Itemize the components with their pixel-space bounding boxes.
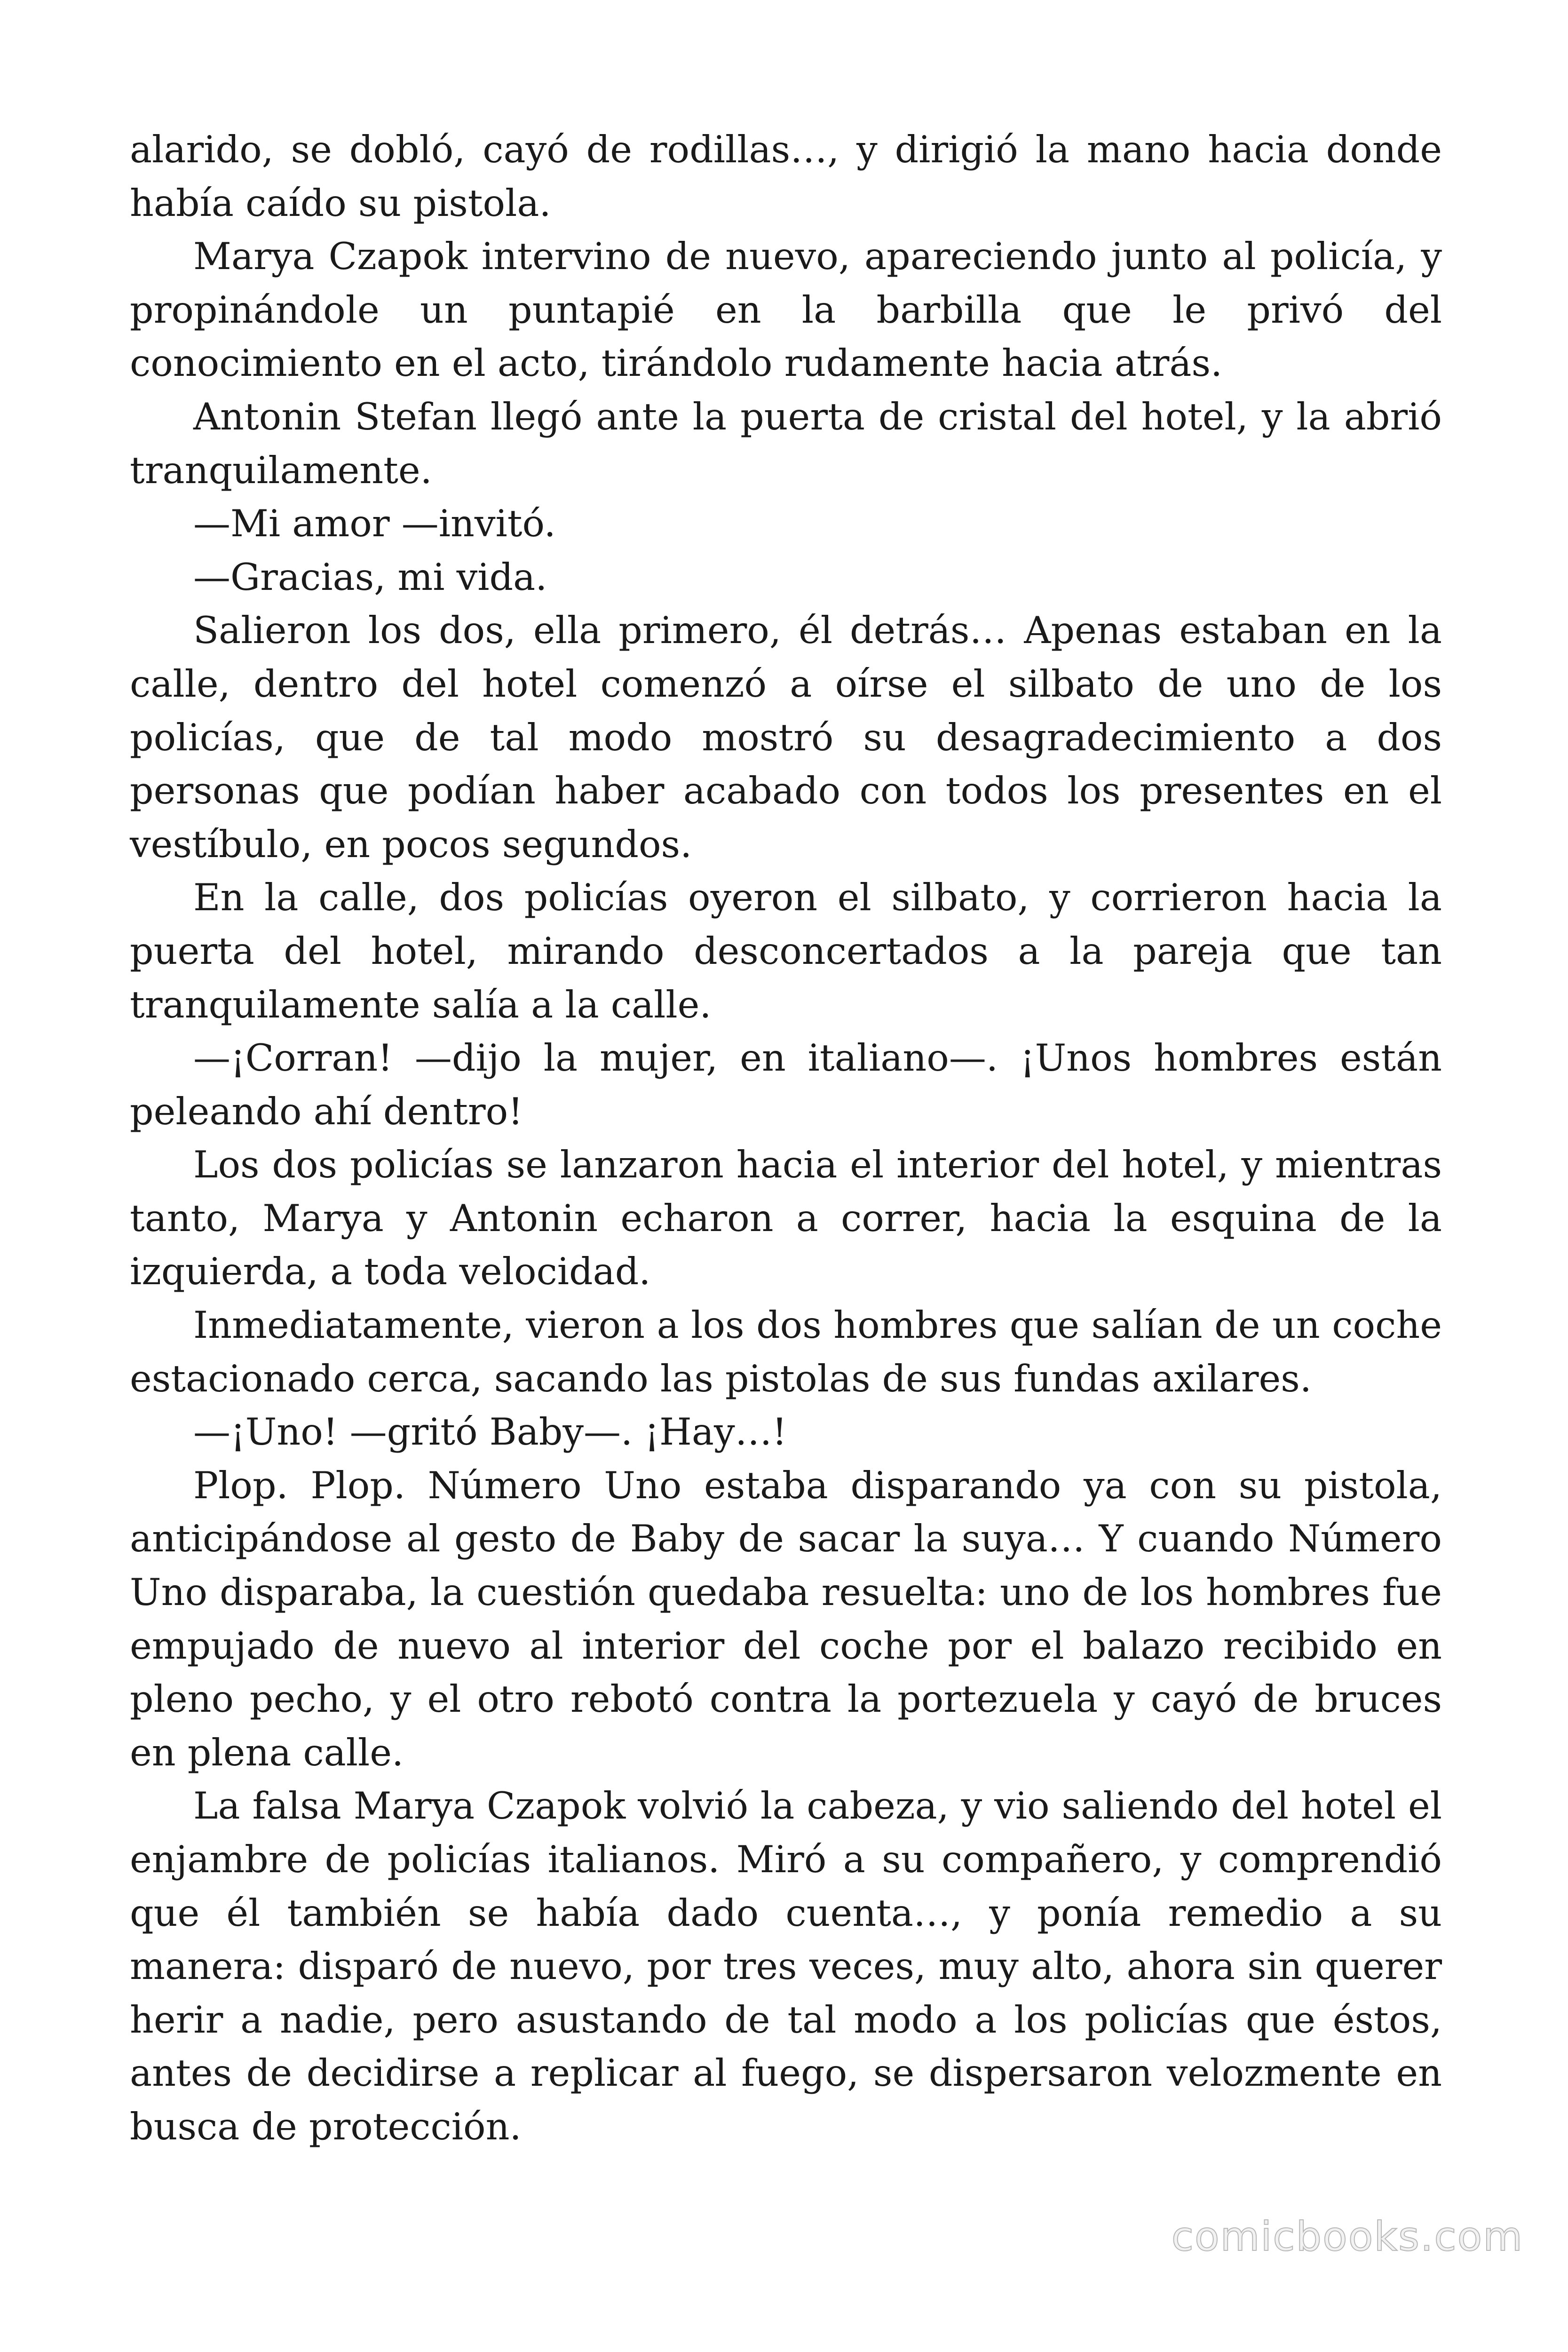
paragraph: Los dos policías se lanzaron hacia el interior del hotel, y mientras tanto, Marya y Antonin echaron a correr, hacia la esquina de la izquierda, a toda velocidad. — [130, 1143, 1442, 1294]
paragraph: Plop. Plop. Número Uno estaba disparando ya con su pistola, anticipándose al gesto de Baby de sacar la suya… Y cuando Número Uno disparaba, la cuestión quedaba resuelta: uno de los hombres fue empujado de nuevo al interior del coche por el balazo recibido en pleno pecho, y el otro rebotó contra la portezuela y cayó de bruces en plena calle. — [130, 1463, 1442, 1774]
site-watermark: comicbooks.com — [1171, 2213, 1523, 2260]
paragraph: alarido, se dobló, cayó de rodillas…, y dirigió la mano hacia donde había caído su pistola. — [130, 128, 1442, 225]
dialogue-line: —¡Uno! —gritó Baby—. ¡Hay…! — [193, 1410, 787, 1454]
page-text — [130, 123, 1442, 2154]
paragraph: Salieron los dos, ella primero, él detrás… Apenas estaban en la calle, dentro del hotel comenzó a oírse el silbato de uno de los policías, que de tal modo mostró su desagradecimiento a dos personas que podían haber acabado con todos los presentes en el vestíbulo, en pocos segundos. — [130, 609, 1442, 866]
paragraph: Marya Czapok intervino de nuevo, apareciendo junto al policía, y propinándole un puntapié en la barbilla que le privó del conocimiento en el acto, tirándolo rudamente hacia atrás. — [130, 235, 1442, 385]
paragraph: Inmediatamente, vieron a los dos hombres que salían de un coche estacionado cerca, sacando las pistolas de sus fundas axilares. — [130, 1303, 1442, 1400]
paragraph: La falsa Marya Czapok volvió la cabeza, y vio saliendo del hotel el enjambre de policías italianos. Miró a su compañero, y comprendió que él también se había dado cuenta…, y ponía remedio a su manera: disparó de nuevo, por tres veces, muy alto, ahora sin querer herir a nadie, pero asustando de tal modo a los policías que éstos, antes de decidirse a replicar al fuego, se dispersaron velozmente en busca de protección. — [130, 1784, 1442, 2148]
paragraph: Antonin Stefan llegó ante la puerta de cristal del hotel, y la abrió tranquilamente. — [130, 395, 1442, 492]
paragraph: En la calle, dos policías oyeron el silbato, y corrieron hacia la puerta del hotel, mirando desconcertados a la pareja que tan tranquilamente salía a la calle. — [130, 876, 1442, 1026]
dialogue-line: —Mi amor —invitó. — [193, 502, 556, 546]
dialogue-line: —Gracias, mi vida. — [193, 555, 547, 599]
dialogue-line: —¡Corran! —dijo la mujer, en italiano—. ¡Unos hombres están peleando ahí dentro! — [130, 1036, 1442, 1133]
